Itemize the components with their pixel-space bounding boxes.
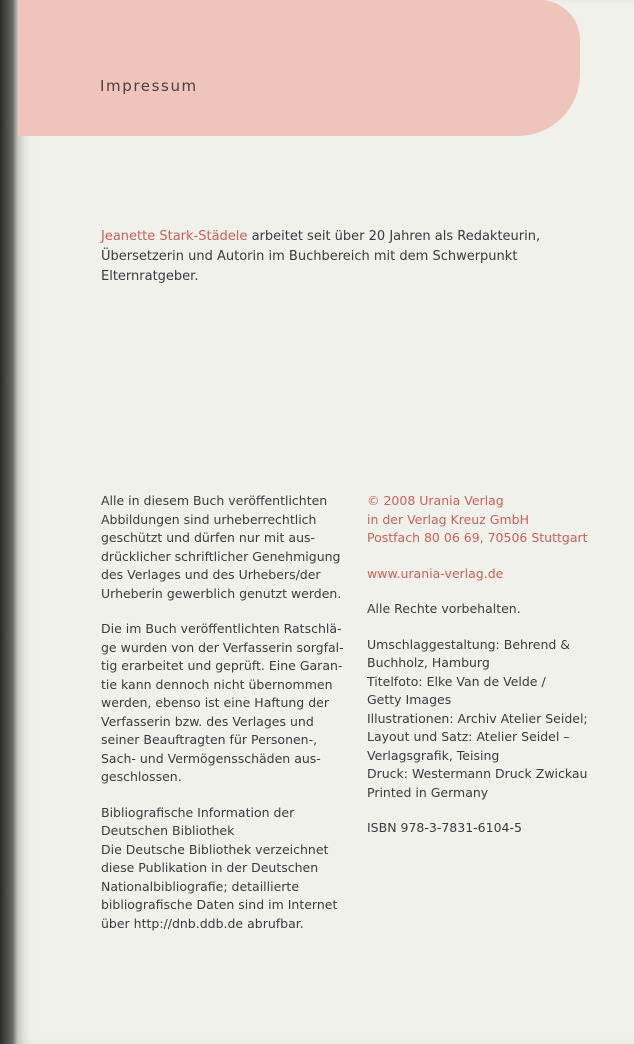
bibliographic-line: bibliografische Daten sind im Internet [101, 897, 338, 912]
copyright-notice [101, 492, 351, 603]
disclaimer-line: werden, ebenso ist eine Haftung der [101, 695, 329, 710]
copyright-line: des Verlages und des Urhebers/der [101, 567, 321, 582]
publisher-line: in der Verlag Kreuz GmbH [367, 511, 529, 527]
author-bio-line-3: Elternratgeber. [101, 269, 199, 284]
author-name: Jeanette Stark-Städele [101, 229, 248, 244]
credit-line: Buchholz, Hamburg [367, 655, 490, 670]
bibliographic-line: Die Deutsche Bibliothek verzeichnet [101, 841, 329, 857]
copyright-line: Alle in diesem Buch veröffentlichten [101, 493, 328, 508]
copyright-line: geschützt und dürfen nur mit aus- [101, 530, 316, 545]
disclaimer-line: Sach- und Vermögensschäden aus- [101, 750, 321, 766]
bibliographic-line: über http://dnb.ddb.de abrufbar. [101, 915, 304, 931]
author-bio [101, 227, 551, 287]
credit-line: Illustrationen: Archiv Atelier Seidel; [367, 710, 588, 726]
publisher-info [367, 492, 597, 548]
credit-line: Getty Images [367, 692, 452, 707]
right-column [367, 492, 597, 838]
disclaimer-line: seiner Beauftragten für Personen-, [101, 732, 318, 747]
bibliographic-line: Nationalbibliografie; detaillierte [101, 878, 300, 894]
disclaimer-line: Verfasserin bzw. des Verlages und [101, 713, 314, 729]
page-spine-shadow [0, 0, 18, 1044]
copyright-line: drücklicher schriftlicher Genehmigung [101, 548, 341, 564]
disclaimer-line: Die im Buch veröffentlichten Ratschlä- [101, 621, 342, 636]
bibliographic-line: diese Publikation in der Deutschen [101, 860, 319, 875]
credit-line: Umschlaggestaltung: Behrend & [367, 636, 571, 652]
credit-line: Druck: Westermann Druck Zwickau [367, 766, 588, 781]
disclaimer-line: geschlossen. [101, 769, 182, 784]
bibliographic-line: Bibliografische Information der [101, 804, 295, 820]
isbn: ISBN 978-3-7831-6104-5 [367, 820, 522, 835]
bibliographic-line: Deutschen Bibliothek [101, 823, 235, 838]
page-title: Impressum [100, 77, 198, 95]
production-credits [367, 636, 597, 803]
disclaimer-line: tig erarbeitet und geprüft. Eine Garan- [101, 658, 343, 673]
publisher-website: www.urania-verlag.de [367, 565, 504, 581]
header-band [18, 0, 580, 136]
publisher-line: © 2008 Urania Verlag [367, 493, 504, 508]
credit-line: Printed in Germany [367, 784, 489, 800]
rights-reserved: Alle Rechte vorbehalten. [367, 601, 521, 616]
disclaimer-line: ge wurden von der Verfasserin sorgfal- [101, 639, 344, 655]
copyright-line: Abbildungen sind urheberrechtlich [101, 511, 317, 527]
left-column [101, 492, 351, 933]
publisher-line: Postfach 80 06 69, 70506 Stuttgart [367, 530, 588, 545]
disclaimer-line: tie kann dennoch nicht übernommen [101, 676, 333, 692]
author-bio-line-1: arbeitet seit über 20 Jahren als Redakteurin, [251, 229, 541, 244]
author-bio-line-2: Übersetzerin und Autorin im Buchbereich mit dem Schwerpunkt [101, 249, 518, 264]
disclaimer [101, 620, 351, 787]
credit-line: Verlagsgrafik, Teising [367, 747, 500, 763]
copyright-line: Urheberin gewerblich genutzt werden. [101, 585, 342, 601]
credit-line: Layout und Satz: Atelier Seidel – [367, 729, 570, 744]
credit-line: Titelfoto: Elke Van de Velde / [367, 673, 546, 689]
bibliographic-info [101, 804, 351, 934]
